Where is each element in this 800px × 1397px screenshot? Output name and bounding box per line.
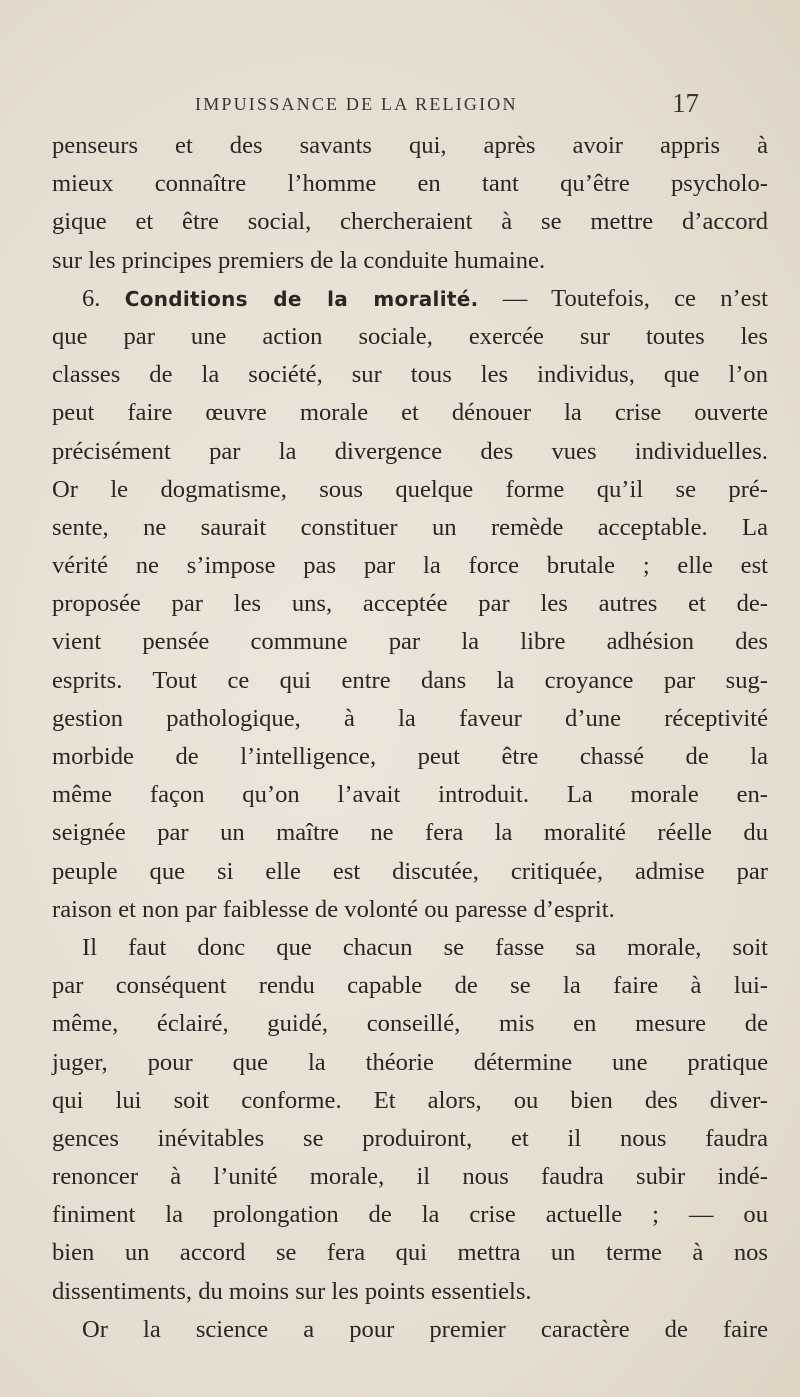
text-line: gences inévitables se produiront, et il nous faudra [52, 1124, 768, 1152]
text-line: esprits. Tout ce qui entre dans la croyance par sug- [52, 666, 768, 694]
text-line: gestion pathologique, à la faveur d’une réceptivité [52, 704, 768, 732]
text-line: juger, pour que la théorie détermine une pratique [52, 1048, 768, 1076]
text-line: sur les principes premiers de la conduite humaine. [52, 246, 546, 274]
text-line: que par une action sociale, exercée sur toutes les [52, 322, 768, 350]
text-line: morbide de l’intelligence, peut être chassé de la [52, 743, 768, 770]
text-line: sente, ne saurait constituer un remède acceptable. La [52, 513, 768, 541]
page-number: 17 [672, 88, 699, 118]
text-line: précisément par la divergence des vues individuelles. [52, 437, 768, 465]
text-line: proposée par les uns, acceptée par les autres et de- [52, 590, 768, 618]
text-line: raison et non par faiblesse de volonté ou paresse d’esprit. [52, 895, 615, 923]
text-line: même façon qu’on l’avait introduit. La morale en- [52, 781, 768, 809]
text-line: vient pensée commune par la libre adhésion des [52, 628, 768, 656]
text-line: vérité ne s’impose pas par la force brutale ; elle est [52, 552, 768, 580]
text-line: même, éclairé, guidé, conseillé, mis en mesure de [52, 1010, 768, 1038]
section-title: Conditions de la moralité. [124, 286, 479, 311]
body-text [52, 127, 768, 1349]
text-line: bien un accord se fera qui mettra un terme à nos [52, 1239, 768, 1267]
text-line: Or le dogmatisme, sous quelque forme qu’il se pré- [52, 475, 768, 503]
running-title: IMPUISSANCE DE LA RELIGION [195, 94, 518, 114]
text-line: mieux connaître l’homme en tant qu’être psycholo- [52, 170, 768, 198]
text-line: qui lui soit conforme. Et alors, ou bien des diver- [52, 1086, 768, 1114]
section-number: 6. [82, 284, 101, 312]
text-line: Or la science a pour premier caractère de faire [82, 1315, 768, 1343]
text-line: seignée par un maître ne fera la moralité réelle du [52, 819, 768, 847]
text-line: dissentiments, du moins sur les points essentiels. [52, 1277, 532, 1305]
text-line: par conséquent rendu capable de se la faire à lui- [52, 972, 768, 1000]
text-line: gique et être social, chercheraient à se mettre d’accord [52, 208, 768, 236]
text-line: penseurs et des savants qui, après avoir appris à [52, 132, 768, 159]
text-line: renoncer à l’unité morale, il nous faudra subir indé- [52, 1163, 768, 1191]
text-line: finiment la prolongation de la crise actuelle ; — ou [52, 1201, 768, 1229]
text-line: Il faut donc que chacun se fasse sa morale, soit [82, 933, 768, 961]
text-line: — Toutefois, ce n’est [502, 284, 769, 312]
text-line: peuple que si elle est discutée, critiquée, admise par [52, 857, 768, 885]
section-heading-line [52, 280, 768, 318]
text-line: peut faire œuvre morale et dénouer la crise ouverte [52, 399, 768, 427]
running-head [0, 88, 800, 128]
text-line: classes de la société, sur tous les individus, que l’on [52, 361, 768, 389]
